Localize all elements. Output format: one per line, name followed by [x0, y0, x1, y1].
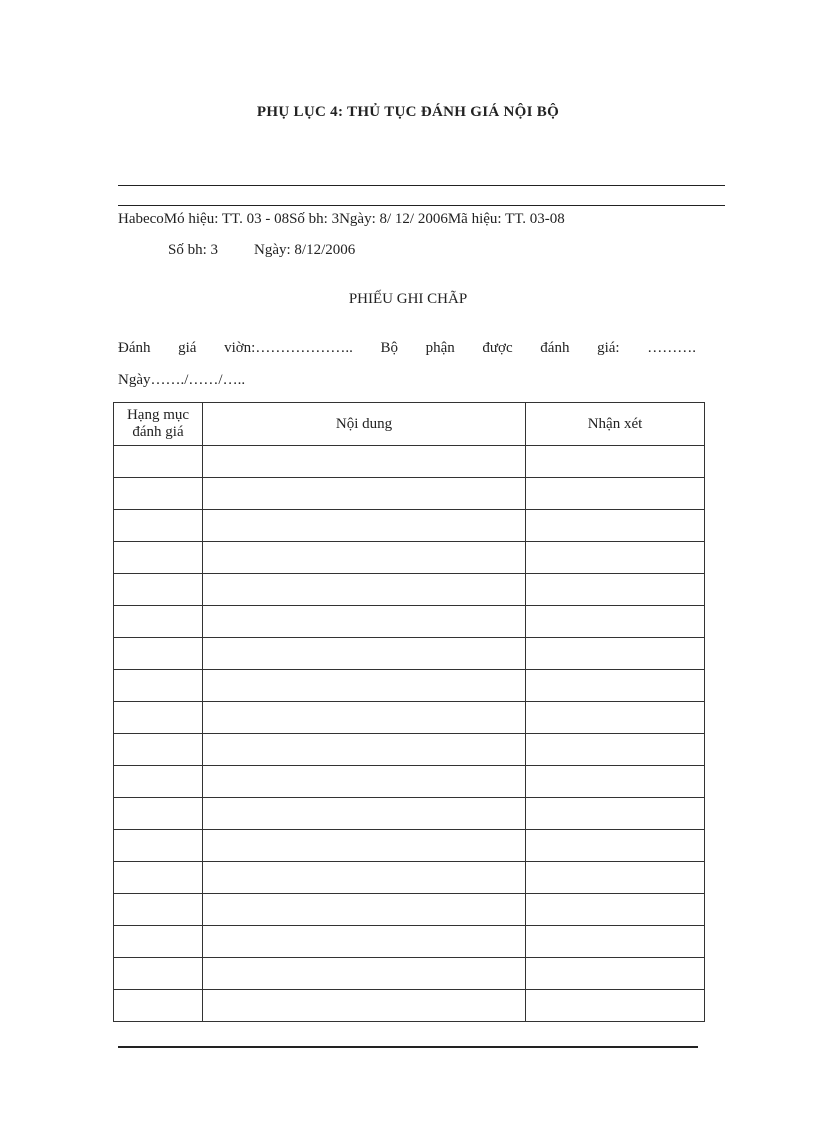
info-word: giá: [597, 340, 620, 356]
table-row [114, 702, 705, 734]
category-cell [114, 958, 203, 990]
table-row [114, 958, 705, 990]
info-word: giá [178, 340, 197, 356]
column-header-category [114, 403, 203, 446]
content-cell [203, 734, 526, 766]
remarks-cell [526, 958, 705, 990]
remarks-cell [526, 670, 705, 702]
footer-rule [118, 1046, 698, 1048]
info-word: được [482, 340, 513, 356]
category-cell [114, 894, 203, 926]
category-cell [114, 798, 203, 830]
content-cell [203, 894, 526, 926]
category-cell [114, 670, 203, 702]
content-cell [203, 606, 526, 638]
remarks-cell [526, 606, 705, 638]
table-row [114, 574, 705, 606]
remarks-cell [526, 574, 705, 606]
document-code-line: HabecoMó hiệu: TT. 03 - 08Số bh: 3Ngày: 8/ 12/ 2006Mã hiệu: TT. 03-08 [118, 211, 565, 227]
content-cell [203, 638, 526, 670]
category-cell [114, 702, 203, 734]
content-cell [203, 926, 526, 958]
table-row [114, 830, 705, 862]
category-cell [114, 478, 203, 510]
remarks-cell [526, 990, 705, 1022]
table-row [114, 798, 705, 830]
info-word: Đánh [118, 340, 151, 356]
category-cell [114, 606, 203, 638]
table-row [114, 734, 705, 766]
remarks-cell [526, 798, 705, 830]
remarks-cell [526, 478, 705, 510]
content-cell [203, 478, 526, 510]
column-header-remarks: Nhận xét [526, 403, 705, 446]
date-field: Ngày……./……/….. [118, 372, 246, 388]
remarks-cell [526, 638, 705, 670]
info-word: đánh [540, 340, 570, 356]
remarks-cell [526, 862, 705, 894]
auditor-field: viờn:……………….. [224, 340, 353, 356]
category-cell [114, 542, 203, 574]
remarks-cell [526, 542, 705, 574]
content-cell [203, 574, 526, 606]
category-cell [114, 446, 203, 478]
remarks-cell [526, 446, 705, 478]
page-title: PHỤ LỤC 4: THỦ TỤC ĐÁNH GIÁ NỘI BỘ [256, 104, 560, 120]
content-cell [203, 510, 526, 542]
table-row [114, 638, 705, 670]
remarks-cell [526, 510, 705, 542]
remarks-cell [526, 894, 705, 926]
content-cell [203, 670, 526, 702]
remarks-cell [526, 830, 705, 862]
document-meta-line [168, 242, 355, 259]
content-cell [203, 702, 526, 734]
category-cell [114, 830, 203, 862]
table-row [114, 670, 705, 702]
content-cell [203, 990, 526, 1022]
table-row [114, 542, 705, 574]
revision-number: Số bh: 3 [168, 242, 219, 258]
header-rule-bottom [118, 205, 725, 206]
content-cell [203, 542, 526, 574]
category-cell [114, 638, 203, 670]
content-cell [203, 958, 526, 990]
table-row [114, 510, 705, 542]
remarks-cell [526, 766, 705, 798]
column-header-content: Nội dung [203, 403, 526, 446]
category-cell [114, 574, 203, 606]
department-field: ………. [647, 340, 696, 356]
category-header-text: Hạng mục đánh giá [126, 407, 190, 440]
category-cell [114, 766, 203, 798]
remarks-cell [526, 734, 705, 766]
table-body [114, 446, 705, 1022]
form-title: PHIẾU GHI CHÃP [348, 291, 468, 307]
auditor-info-line [118, 340, 696, 357]
category-cell [114, 734, 203, 766]
evaluation-table [113, 402, 705, 1022]
content-cell [203, 766, 526, 798]
table-row [114, 990, 705, 1022]
category-cell [114, 926, 203, 958]
header-rule-top [118, 185, 725, 186]
content-cell [203, 830, 526, 862]
category-cell [114, 990, 203, 1022]
category-cell [114, 510, 203, 542]
table-row [114, 862, 705, 894]
content-cell [203, 862, 526, 894]
table-row [114, 894, 705, 926]
remarks-cell [526, 702, 705, 734]
table-header-row [114, 403, 705, 446]
content-cell [203, 798, 526, 830]
category-cell [114, 862, 203, 894]
remarks-cell [526, 926, 705, 958]
issue-date: Ngày: 8/12/2006 [254, 242, 356, 258]
content-cell [203, 446, 526, 478]
table-row [114, 766, 705, 798]
info-word: phận [425, 340, 455, 356]
table-row [114, 446, 705, 478]
table-row [114, 926, 705, 958]
table-row [114, 478, 705, 510]
table-row [114, 606, 705, 638]
info-word: Bộ [380, 340, 398, 356]
